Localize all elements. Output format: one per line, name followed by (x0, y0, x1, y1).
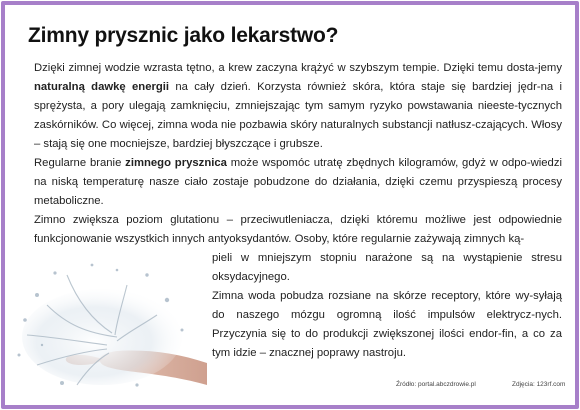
source-credit: Źródło: portal.abczdrowie.pl (396, 381, 476, 388)
p1-bold-phrase: naturalną dawkę energii (34, 81, 170, 93)
photo-credit: Zdjęcia: 123rf.com (512, 381, 566, 388)
paragraph-metabolism (34, 154, 562, 211)
p1-text-end: na cały dzień. Korzysta również skóra, która staje się bardziej jędr-na i sprężysta, a pory ulegają zamknięciu, zmniejszając tym samym ryzyko powstawania nieeste-tycznych zaskórników. Co więcej, zimna woda nie pozbawia skóry naturalnych substancji natłusz-czających. Włosy – stają się one mocniejsze, bardziej błyszczące i grubsze. (34, 81, 562, 150)
p2-text-start: Regularne branie (34, 157, 126, 169)
article-title: Zimny prysznic jako lekarstwo? (28, 24, 339, 47)
paragraph-energy (34, 59, 562, 154)
p1-text-start: Dzięki zimnej wodzie wzrasta tętno, a krew zaczyna krążyć w szybszym tempie. Dzięki temu dosta-jemy (34, 62, 562, 74)
paragraph-receptors: Zimna woda pobudza rozsiane na skórze receptory, które wy-syłają do naszego mózgu ogromną ilość impulsów elektrycz-nych. Przyczynia się to do produkcji zwiększonej ilości endor-fin, a co za tym idzie – znacznej poprawy nastroju. (212, 290, 562, 359)
water-splash-hands-image (7, 245, 211, 397)
paragraph-glutathione: Zimno zwiększa poziom glutationu – przeciwutleniacza, dzięki któremu możliwe jest odpowiednie funkcjonowanie wszystkich innych antyoksydantów. Osoby, które regularnie zażywają zimnych ką- (34, 214, 562, 245)
paragraph-glutathione-continued: pieli w mniejszym stopniu narażone są na wystąpienie stresu oksydacyjnego. (212, 252, 562, 283)
p2-text-end: może wspomóc utratę zbędnych kilogramów, gdyż w odpo-wiedzi na niską temperaturę nasze ciało zostaje pobudzone do działania, dzięki czemu przyspieszą procesy metaboliczne. (34, 157, 562, 207)
p2-bold-phrase: zimnego prysznica (125, 157, 227, 169)
